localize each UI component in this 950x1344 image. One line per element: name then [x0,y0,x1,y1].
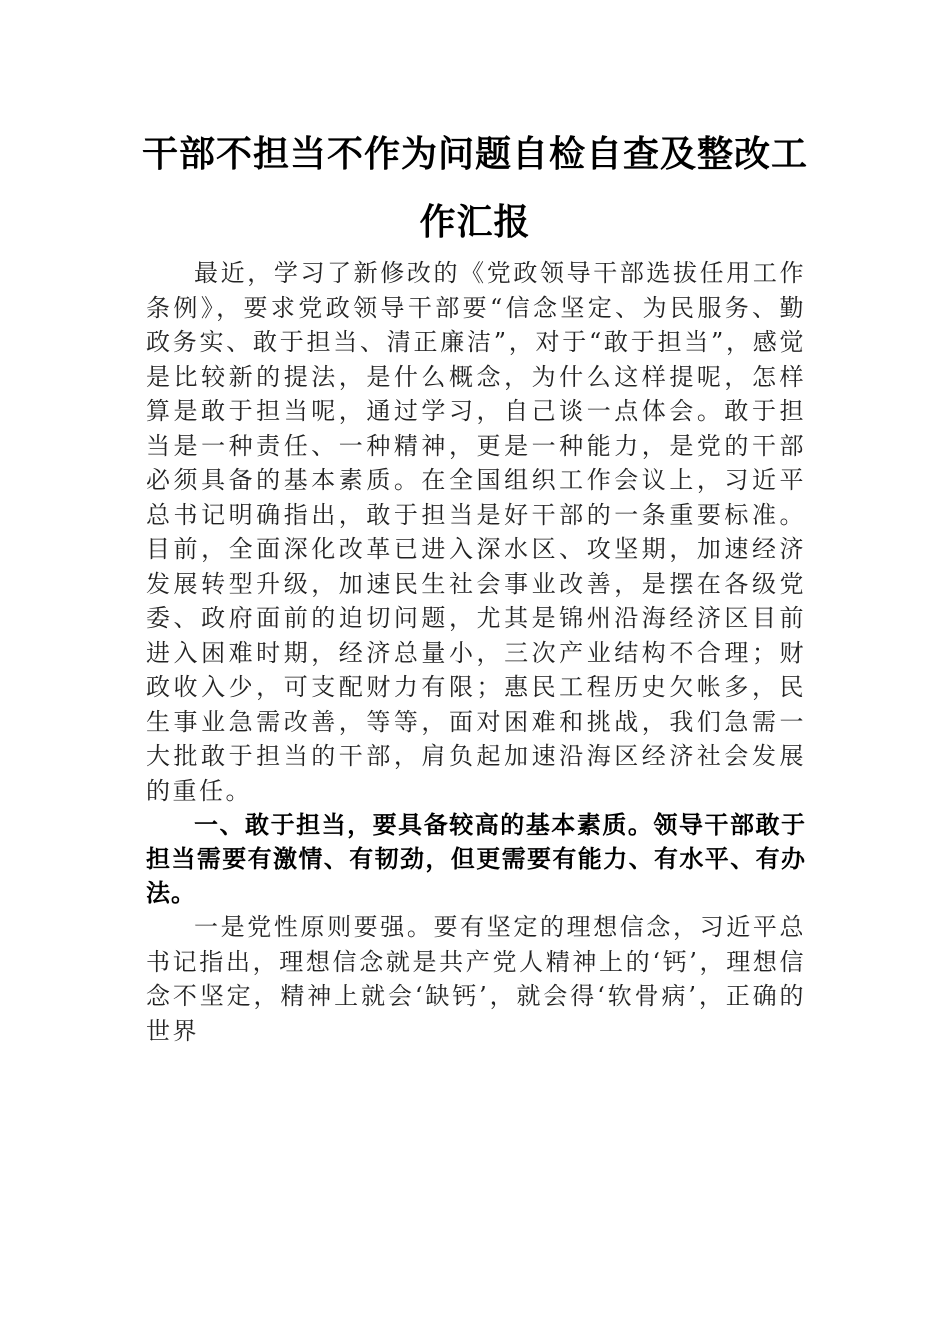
document-title: 干部不担当不作为问题自检自查及整改工作汇报 [141,133,808,243]
intro-paragraph: 最近，学习了新修改的《党政领导干部选拔任用工作条例》，要求党政领导干部要“信念坚定、为民服务、勤政务实、敢于担当、清正廉洁”，对于“敢于担当”，感觉是比较新的提法，是什么概念，为什么这样提呢，怎样算是敢于担当呢，通过学习，自己谈一点体会。敢于担当是一种责任、一种精神，更是一种能力，是党的干部必须具备的基本素质。在全国组织工作会议上，习近平总书记明确指出，敢于担当是好干部的一条重要标准。目前，全面深化改革已进入深水区、攻坚期，加速经济发展转型升级，加速民生社会事业改善，是摆在各级党委、政府面前的迫切问题，尤其是锦州沿海经济区目前进入困难时期，经济总量小，三次产业结构不合理；财政收入少，可支配财力有限；惠民工程历史欠帐多，民生事业急需改善，等等，面对困难和挑战，我们急需一大批敢于担当的干部，肩负起加速沿海区经济社会发展的重任。 [146,259,806,805]
point-one-paragraph: 一是党性原则要强。要有坚定的理想信念，习近平总书记指出，理想信念就是共产党人精神上的‘钙’，理想信念不坚定，精神上就会‘缺钙’，就会得‘软骨病’，正确的世界 [146,913,806,1045]
document-body [146,256,806,1048]
section-heading-paragraph: 一、敢于担当，要具备较高的基本素质。领导干部敢于担当需要有激情、有韧劲，但更需要有能力、有水平、有办法。 [146,811,806,907]
